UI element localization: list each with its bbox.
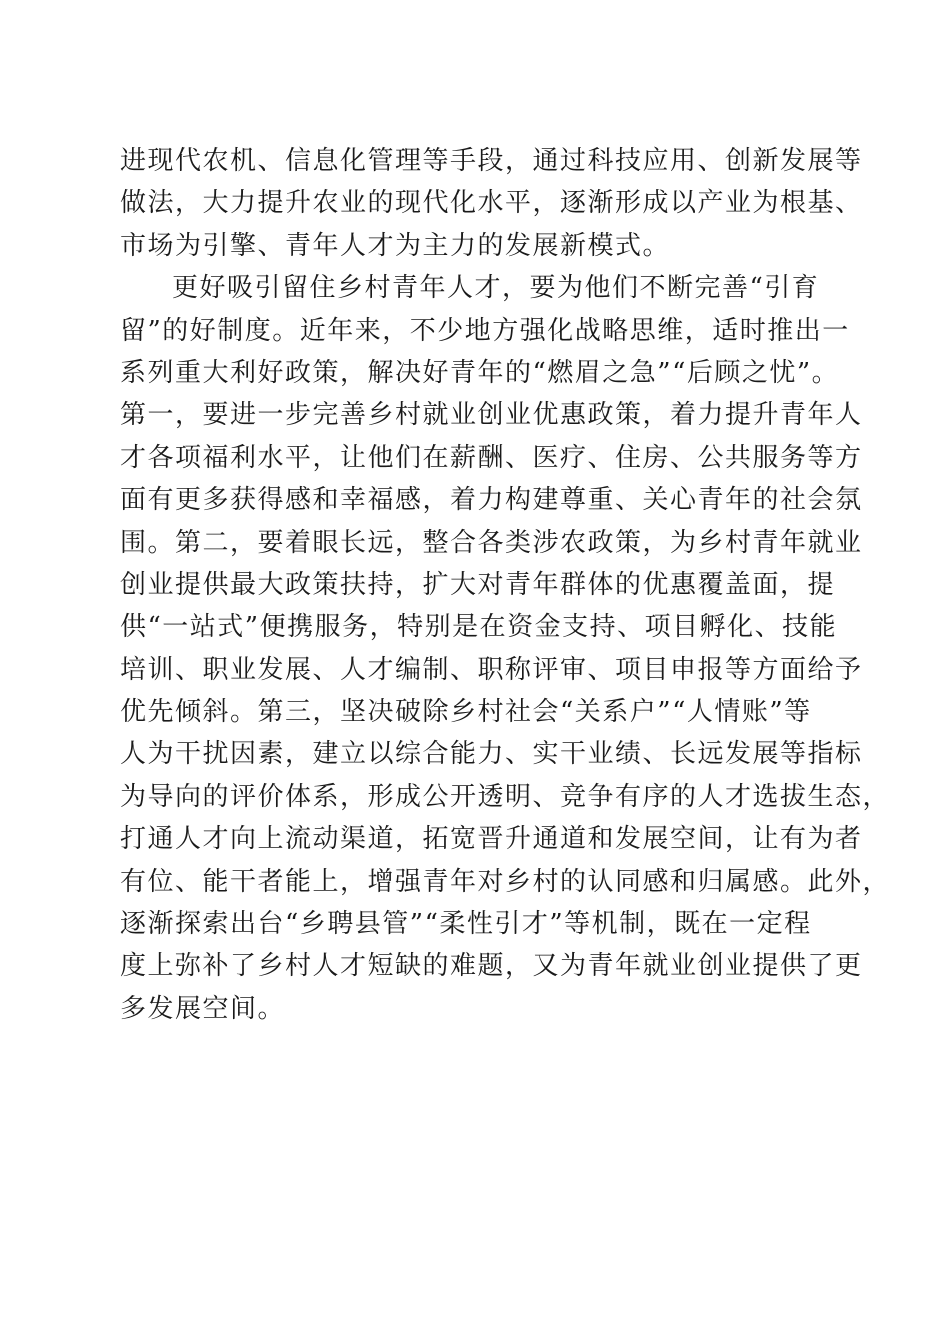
text-line: 面有更多获得感和幸福感，着力构建尊重、关心青年的社会氛	[120, 485, 863, 516]
text-line: 优先倾斜。第三，坚决破除乡村社会“关系户”“人情账”等	[120, 697, 812, 728]
paragraph-start-line: 更好吸引留住乡村青年人才，要为他们不断完善“引育	[172, 273, 820, 304]
body-text	[120, 140, 891, 1030]
text-line: 留”的好制度。近年来，不少地方强化战略思维，适时推出一	[120, 315, 850, 346]
text-line: 第一，要进一步完善乡村就业创业优惠政策，着力提升青年人	[120, 400, 863, 431]
text-line: 度上弥补了乡村人才短缺的难题，又为青年就业创业提供了更	[120, 951, 863, 982]
text-line: 才各项福利水平，让他们在薪酬、医疗、住房、公共服务等方	[120, 442, 863, 473]
text-line: 围。第二，要着眼长远，整合各类涉农政策，为乡村青年就业	[120, 527, 863, 558]
text-line: 人为干扰因素，建立以综合能力、实干业绩、长远发展等指标	[120, 739, 863, 770]
text-line: 培训、职业发展、人才编制、职称评审、项目申报等方面给予	[120, 654, 863, 685]
text-line: 市场为引擎、青年人才为主力的发展新模式。	[120, 230, 671, 261]
text-line: 打通人才向上流动渠道，拓宽晋升通道和发展空间，让有为者	[120, 824, 863, 855]
text-line: 创业提供最大政策扶持，扩大对青年群体的优惠覆盖面，提	[120, 569, 836, 600]
text-line: 多发展空间。	[120, 993, 286, 1024]
text-line: 系列重大利好政策，解决好青年的“燃眉之急”“后顾之忧”。	[120, 357, 840, 388]
text-line: 进现代农机、信息化管理等手段，通过科技应用、创新发展等	[120, 146, 863, 176]
text-line: 逐渐探索出台“乡聘县管”“柔性引才”等机制，既在一定程	[120, 909, 812, 940]
text-line: 有位、能干者能上，增强青年对乡村的认同感和归属感。此外，	[120, 866, 891, 897]
text-line: 为导向的评价体系，形成公开透明、竞争有序的人才选拔生态，	[120, 781, 891, 812]
text-line: 做法，大力提升农业的现代化水平，逐渐形成以产业为根基、	[120, 188, 863, 219]
text-line: 供“一站式”便携服务，特别是在资金支持、项目孵化、技能	[120, 612, 838, 643]
